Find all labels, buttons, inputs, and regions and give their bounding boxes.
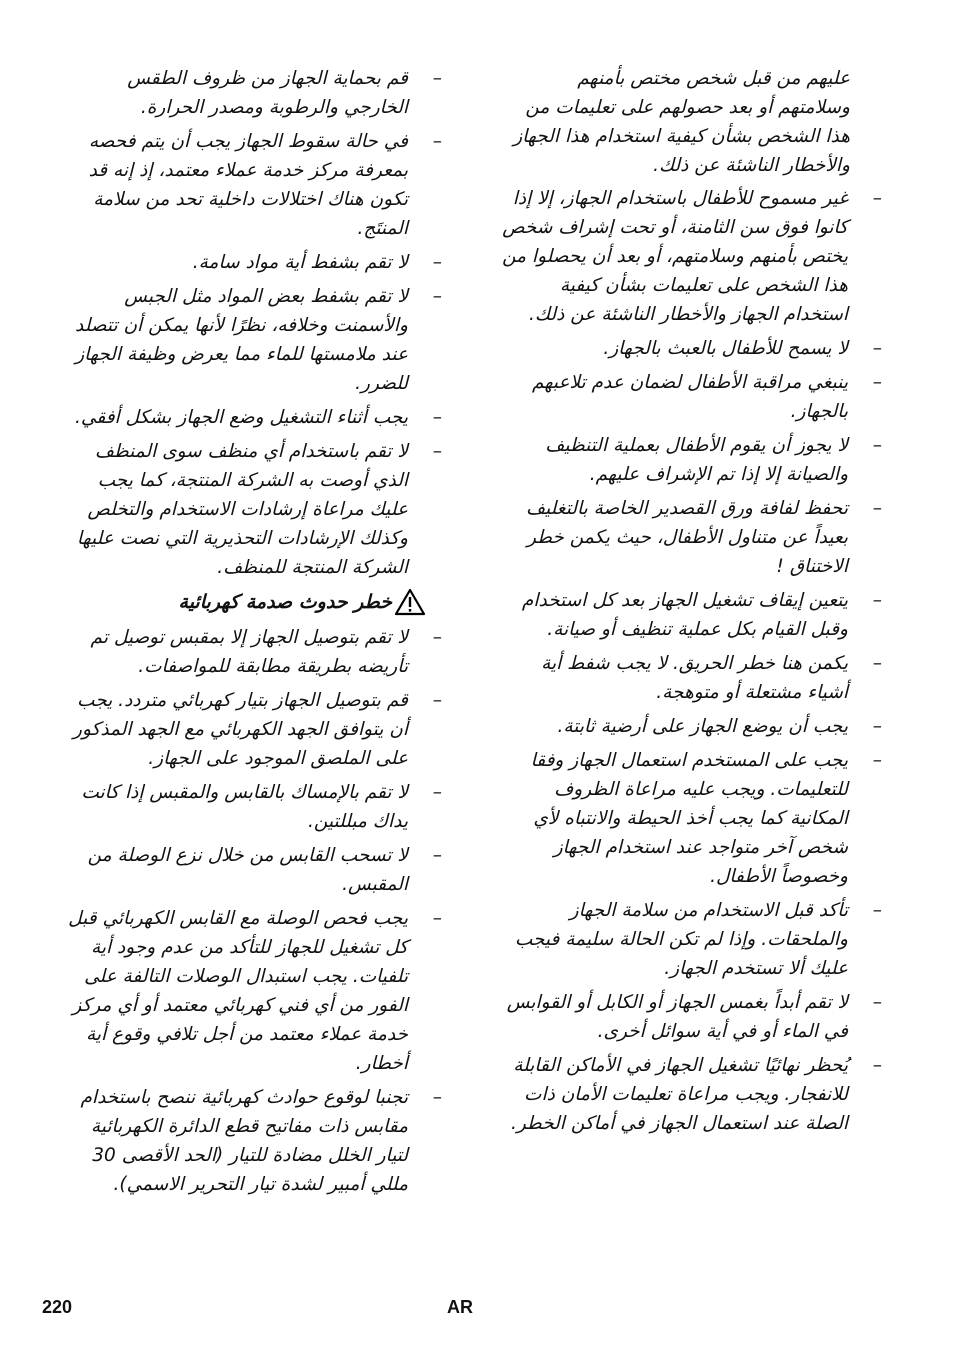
list-item: [501, 988, 882, 1046]
list-item: [64, 282, 442, 398]
list-item-text: تأكد قبل الاستخدام من سلامة الجهاز والملحقات. وإذا لم تكن الحالة سليمة فيجب عليك ألا تستخدم الجهاز.: [514, 900, 848, 979]
list-item: [64, 1083, 442, 1199]
dash-bullet-icon: –: [432, 690, 442, 711]
list-item: [64, 64, 442, 122]
dash-bullet-icon: –: [432, 252, 442, 273]
list-item: [64, 437, 442, 582]
left-bullet-list: [64, 64, 442, 582]
warning-bullet-list: [64, 623, 442, 1199]
list-item-text: يجب أن يوضع الجهاز على أرضية ثابتة.: [557, 716, 848, 737]
page-number: 220: [42, 1297, 73, 1317]
list-item: [64, 248, 442, 277]
list-item: [64, 403, 442, 432]
warning-title: خطر حدوث صدمة كهربائية: [178, 591, 392, 613]
dash-bullet-icon: –: [872, 590, 882, 611]
dash-bullet-icon: –: [872, 498, 882, 519]
list-item: [501, 431, 882, 489]
list-item-text: في حالة سقوط الجهاز يجب أن يتم فحصه بمعرفة مركز خدمة عملاء معتمد، إذ إنه قد تكون هناك اختلالات داخلية تحد من سلامة المنتَج.: [88, 131, 408, 239]
list-item-text: يُحظر نهائيًا تشغيل الجهاز في الأماكن القابلة للانفجار. ويجب مراعاة تعليمات الأمان ذات الصلة عند استعمال الجهاز في أماكن الخطر.: [510, 1055, 848, 1134]
list-item-text: يكمن هنا خطر الحريق. لا يجب شفط أية أشياء مشتعلة أو متوهجة.: [541, 653, 848, 703]
intro-paragraph: عليهم من قبل شخص مختص بأمنهم وسلامتهم أو بعد حصولهم على تعليمات من هذا الشخص بشأن كيفية استخدام هذا الجهاز والأخطار الناشئة عن ذلك.: [513, 68, 850, 176]
list-item-text: تحفظ لفافة ورق القصدير الخاصة بالتغليف بعيداً عن متناول الأطفال، حيث يكمن خطر الاختناق !: [525, 498, 848, 577]
dash-bullet-icon: –: [872, 435, 882, 456]
list-item-text: لا تقم بشفط أية مواد سامة.: [192, 252, 408, 273]
list-item: [501, 368, 882, 426]
dash-bullet-icon: –: [432, 782, 442, 803]
list-item: [64, 127, 442, 243]
list-item-text: ينبغي مراقبة الأطفال لضمان عدم تلاعبهم بالجهاز.: [532, 372, 848, 422]
list-item: [501, 586, 882, 644]
list-item-text: يجب أثناء التشغيل وضع الجهاز بشكل أفقي.: [75, 407, 408, 428]
list-item-text: تجنبا لوقوع حوادث كهربائية ننصح باستخدام مقابس ذات مفاتيح قطع الدائرة الكهربائية لتيار الخلل مضادة للتيار (الحد الأقصى 30 مللي أمبير لشدة تيار التحرير الاسمي).: [80, 1087, 408, 1195]
list-item: [64, 904, 442, 1078]
list-item-text: لا تسحب القابس من خلال نزع الوصلة من المقبس.: [87, 845, 408, 895]
list-item-text: قم بحماية الجهاز من ظروف الطقس الخارجي والرطوبة ومصدر الحرارة.: [127, 68, 408, 118]
right-column: [501, 64, 882, 1143]
dash-bullet-icon: –: [872, 188, 882, 209]
list-item-text: لا تقم باستخدام أي منظف سوى المنظف الذي أوصت به الشركة المنتجة، كما يجب عليك مراعاة إرشادات الاستخدام والتخلص وكذلك الإرشادات التحذيرية التي نصت عليها الشركة المنتجة للمنظف.: [76, 441, 408, 578]
dash-bullet-icon: –: [432, 845, 442, 866]
language-code: AR: [447, 1297, 473, 1317]
list-item: [501, 712, 882, 741]
list-item: [501, 334, 882, 363]
dash-bullet-icon: –: [872, 992, 882, 1013]
list-item-text: غير مسموح للأطفال باستخدام الجهاز، إلا إذا كانوا فوق سن الثامنة، أو تحت إشراف شخص يختص بأمنهم وسلامتهم، أو بعد أن يحصلوا من هذا الشخص على تعليمات بشأن كيفية استخدام الجهاز والأخطار الناشئة عن ذلك.: [502, 188, 848, 325]
list-item: [501, 184, 882, 329]
list-item: [64, 623, 442, 681]
dash-bullet-icon: –: [872, 1055, 882, 1076]
dash-bullet-icon: –: [872, 716, 882, 737]
dash-bullet-icon: –: [872, 338, 882, 359]
dash-bullet-icon: –: [432, 68, 442, 89]
left-column: [64, 64, 442, 1204]
list-item-text: يجب على المستخدم استعمال الجهاز وفقا للتعليمات. ويجب عليه مراعاة الظروف المكانية كما يجب أخذ الحيطة والانتباه لأي شخص آخر متواجد عند استخدام الجهاز وخصوصاً الأطفال.: [530, 750, 848, 887]
list-item-text: لا يسمح للأطفال بالعبث بالجهاز.: [603, 338, 848, 359]
dash-bullet-icon: –: [432, 407, 442, 428]
list-item: [501, 896, 882, 983]
list-item: [501, 494, 882, 581]
warning-triangle-icon: [394, 588, 426, 616]
list-item: [501, 1051, 882, 1138]
dash-bullet-icon: –: [432, 286, 442, 307]
list-item: [64, 778, 442, 836]
right-bullet-list: [501, 184, 882, 1138]
list-item-text: قم بتوصيل الجهاز بتيار كهربائي متردد. يجب أن يتوافق الجهد الكهربائي مع الجهد المذكور على الملصق الموجود على الجهاز.: [73, 690, 408, 769]
dash-bullet-icon: –: [432, 1087, 442, 1108]
dash-bullet-icon: –: [432, 908, 442, 929]
dash-bullet-icon: –: [872, 900, 882, 921]
dash-bullet-icon: –: [432, 627, 442, 648]
dash-bullet-icon: –: [872, 750, 882, 771]
list-item-text: يتعين إيقاف تشغيل الجهاز بعد كل استخدام وقبل القيام بكل عملية تنظيف أو صيانة.: [521, 590, 848, 640]
dash-bullet-icon: –: [872, 653, 882, 674]
list-item-text: لا تقم بالإمساك بالقابس والمقبس إذا كانت يداك مبللتين.: [81, 782, 408, 832]
dash-bullet-icon: –: [432, 441, 442, 462]
list-item: [501, 746, 882, 891]
list-item-text: لا تقم بتوصيل الجهاز إلا بمقبس توصيل تم تأريضه بطريقة مطابقة للمواصفات.: [90, 627, 408, 677]
list-item-text: يجب فحص الوصلة مع القابس الكهربائي قبل كل تشغيل للجهاز للتأكد من عدم وجود أية تلفيات. يجب استبدال الوصلات التالفة على الفور من أي فني كهربائي معتمد أو أي مركز خدمة عملاء معتمد من أجل تلافي وقوع أية أخطار.: [68, 908, 408, 1074]
list-item-text: لا تقم بشفط بعض المواد مثل الجبس والأسمنت وخلافه، نظرًا لأنها يمكن أن تتصلد عند ملامستها للماء مما يعرض وظيفة الجهاز للضرر.: [74, 286, 408, 394]
list-item: [501, 649, 882, 707]
list-item-text: لا يجوز أن يقوم الأطفال بعملية التنظيف والصيانة إلا إذا تم الإشراف عليهم.: [545, 435, 848, 485]
list-item-text: لا تقم أبداً بغمس الجهاز أو الكابل أو القوابس في الماء أو في أية سوائل أخرى.: [506, 992, 848, 1042]
dash-bullet-icon: –: [432, 131, 442, 152]
list-item: [64, 841, 442, 899]
list-item: [64, 686, 442, 773]
electric-warning-heading: [64, 587, 426, 617]
dash-bullet-icon: –: [872, 372, 882, 393]
